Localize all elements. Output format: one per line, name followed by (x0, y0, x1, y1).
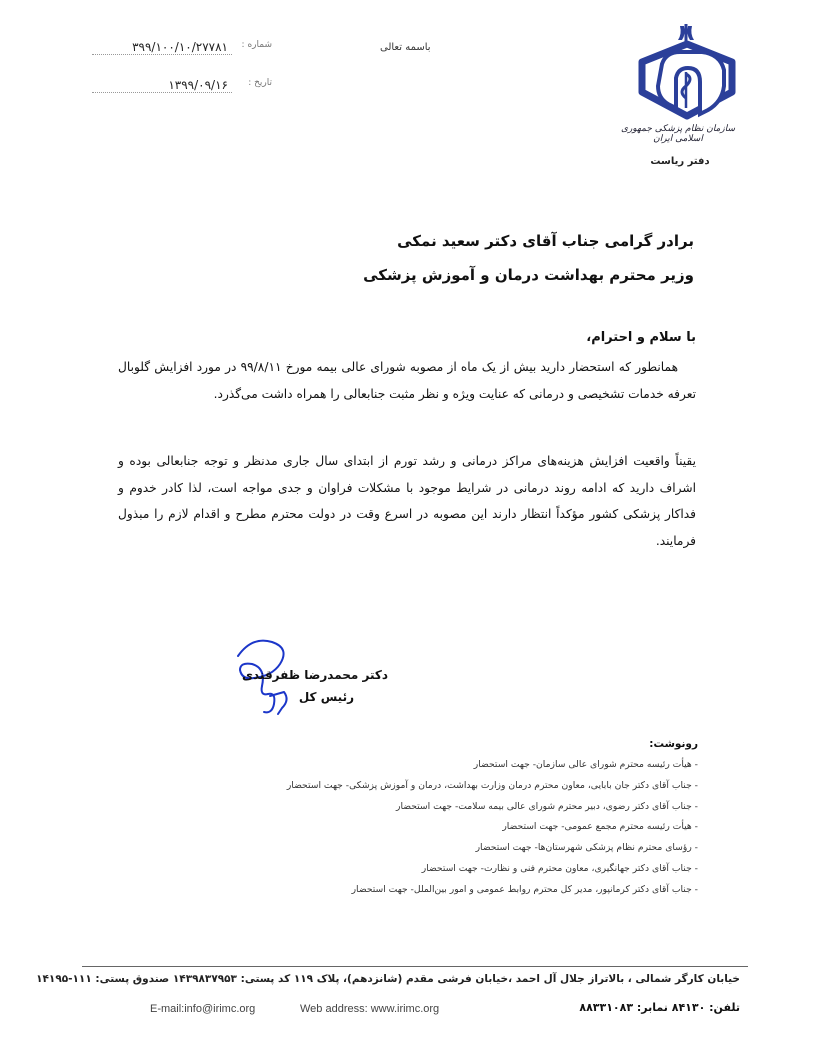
cc-item: - جناب آقای دکتر جهانگیری، معاون محترم فنی و نظارت- جهت استحضار (421, 862, 698, 874)
organization-logo-icon (628, 22, 746, 122)
dotted-line (92, 92, 232, 93)
footer-phone: تلفن: ۸۴۱۳۰ نمابر: ۸۸۳۳۱۰۸۳ (579, 1001, 740, 1014)
cc-item: - رؤسای محترم نظام پزشکی شهرستان‌ها- جهت استحضار (475, 842, 698, 854)
office-name: دفتر ریاست (650, 156, 710, 167)
cc-item: - جناب آقای دکتر جان بابایی، معاون محترم درمان وزارت بهداشت، درمان و آموزش پزشکی- جهت استحضار (286, 779, 698, 791)
cc-item: - جناب آقای دکتر رضوی، دبیر محترم شورای عالی بیمه سلامت- جهت استحضار (396, 800, 698, 812)
letter-date-field (92, 78, 272, 96)
footer-divider (82, 966, 748, 967)
cc-item: - جناب آقای دکتر کرمانپور، مدیر کل محترم روابط عمومی و امور بین‌الملل- جهت استحضار (351, 883, 698, 895)
addressee-title: وزیر محترم بهداشت درمان و آموزش پزشکی (363, 266, 694, 284)
letter-number-field (92, 40, 272, 58)
signatory-name: دکتر محمدرضا ظفرقندی (241, 668, 388, 682)
dotted-line (92, 54, 232, 55)
greeting: با سلام و احترام، (586, 330, 696, 345)
basmala: باسمه تعالی (380, 42, 431, 53)
footer-contacts (150, 1001, 740, 1021)
body-paragraph: همانطور که استحضار دارید بیش از یک ماه از مصوبه شورای عالی بیمه مورخ ۹۹/۸/۱۱ در مورد افزایش گلوبال تعرفه خدمات تشخیصی و درمانی که عنایت ویژه و نظر مثبت جنابعالی را همراه داشت می‌گذرد. (118, 360, 696, 401)
letter-number-label: شماره : (241, 40, 272, 50)
signatory-title: رئیس کل (298, 690, 354, 704)
addressee-line: برادر گرامی جناب آقای دکتر سعید نمکی (397, 232, 694, 250)
letter-date-label: تاریخ : (248, 78, 272, 88)
footer-email-link[interactable]: E-mail:info@irimc.org (150, 1003, 256, 1015)
cc-item: - هیأت رئیسه محترم مجمع عمومی- جهت استحضار (502, 821, 698, 833)
body-paragraph: یقیناً واقعیت افزایش هزینه‌های مراکز درمانی و رشد تورم از ابتدای سال جاری مدنظر و توجه جنابعالی بوده و اشراف دارید که ادامه روند درمانی در شرایط موجود با مشکلات فراوان و جدی مواجه است، لذا کادر خدوم و فداکار پزشکی کشور مؤکداً انتظار دارند این مصوبه در اسرع وقت در دولت محترم مطرح و اقدام لازم را مبذول فرمایند. (118, 454, 696, 548)
letter-number-value: ۳۹۹/۱۰۰/۱۰/۲۷۷۸۱ (132, 40, 228, 54)
cc-list (228, 755, 698, 901)
footer-address: خیابان کارگر شمالی ، بالاتراز جلال آل احمد ،خیابان فرشی مقدم (شانزدهم)، پلاک ۱۱۹ کد پستی: ۱۴۳۹۸۳۷۹۵۳ صندوق پستی: ۱۱۱-۱۴۱۹۵ (36, 973, 740, 985)
cc-heading: رونوشت: (649, 738, 698, 750)
cc-item: - هیأت رئیسه محترم شورای عالی سازمان- جهت استحضار (473, 759, 698, 770)
letter-date-value: ۱۳۹۹/۰۹/۱۶ (168, 78, 228, 92)
organization-name: سازمان نظام پزشکی جمهوری اسلامی ایران (620, 124, 736, 144)
footer-website-link[interactable]: Web address: www.irimc.org (300, 1003, 440, 1015)
